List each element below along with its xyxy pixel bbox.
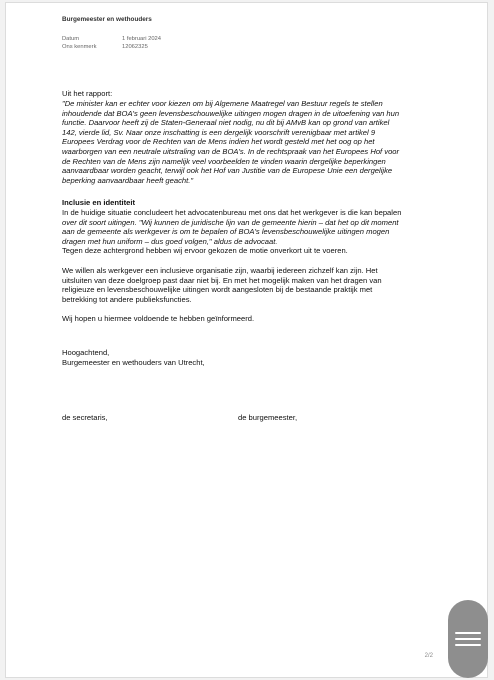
floating-menu-button[interactable]: [448, 600, 488, 678]
quote-line: aanvaardbaar worden geacht, terwijl ook het Hof van Justitie van de Europese Unie een dergelijke: [62, 166, 393, 176]
quote-line: waarborgen van een neutrale uitstraling van de BOA's. In de rechtspraak van het Europees Hof voor: [62, 146, 400, 156]
paragraph-line: over dit soort uitingen. "Wij kunnen de juridische lijn van de gemeente hierin – dat het op dit moment: [62, 217, 399, 227]
letterhead-title: Burgemeester en wethouders: [62, 16, 152, 23]
inclusive-paragraph: [62, 266, 442, 304]
signature-secretary: de secretaris,: [62, 413, 108, 422]
date-row: [62, 36, 161, 42]
quote-line: beperking aanvaardbaar heeft geacht.": [62, 175, 194, 185]
greeting: Hoogachtend,: [62, 348, 110, 357]
document-page: [5, 2, 488, 678]
reference-value: 12062325: [122, 44, 148, 50]
quote-line: "De minister kan er echter voor kiezen om bij Algemene Maatregel van Bestuur regels te stellen: [62, 99, 383, 108]
paragraph-line: religieuze en levensbeschouwelijke uitingen wordt aangesloten bij de bestaande praktijk met: [62, 285, 373, 295]
reference-label: Ons kenmerk: [62, 44, 97, 50]
report-quote: [62, 99, 442, 185]
reference-row: [62, 44, 148, 50]
section-paragraph: [62, 208, 442, 256]
quote-line: 142, vierde lid, Sv. Naar onze inschatting is een dergelijk voorschrift verenigbaar met artikel 9: [62, 127, 376, 137]
paragraph-line: We willen als werkgever een inclusieve organisatie zijn, waarbij iedereen zichzelf kan zijn. Het: [62, 266, 378, 275]
paragraph-line: uitsluiten van deze doelgroep past daar niet bij. En met het mogelijk maken van het dragen van: [62, 275, 382, 285]
quote-line: de Rechten van de Mens zijn namelijk veel voorbeelden te vinden waarin dergelijke beperkingen: [62, 156, 386, 166]
paragraph-line: dragen met hun uniform – dus goed volgen," aldus de advocaat.: [62, 236, 278, 246]
date-value: 1 februari 2024: [122, 36, 161, 42]
signatory: Burgemeester en wethouders van Utrecht,: [62, 358, 205, 367]
section-heading: Inclusie en identiteit: [62, 198, 135, 207]
quote-line: Europees Verdrag voor de Rechten van de Mens indien het wordt gesteld met het oog op het: [62, 137, 375, 147]
paragraph-line: aan de gemeente als werkgever is om te bepalen of BOA's levensbeschouwelijke uitingen mogen: [62, 227, 390, 237]
paragraph-line: Tegen deze achtergrond hebben wij ervoor gekozen de motie onverkort uit te voeren.: [62, 246, 348, 256]
report-intro: Uit het rapport:: [62, 89, 113, 98]
paragraph-line: betrekking tot andere publieksfuncties.: [62, 294, 192, 304]
quote-line: functie. Daarvoor heeft zij de Staten-Generaal niet nodig, nu dit bij AMvB kan op grond van artikel: [62, 118, 390, 128]
closing-sentence: Wij hopen u hiermee voldoende te hebben geïnformeerd.: [62, 314, 255, 323]
quote-line: inhoudende dat BOA's geen levensbeschouwelijke uitingen mogen dragen in de uitoefening van hun: [62, 108, 400, 118]
paragraph-line: In de huidige situatie concludeert het advocatenbureau met ons dat het werkgever is die kan bepalen: [62, 208, 402, 217]
signature-mayor: de burgemeester,: [238, 413, 298, 422]
page-number: 2/2: [424, 653, 433, 659]
date-label: Datum: [62, 36, 80, 42]
